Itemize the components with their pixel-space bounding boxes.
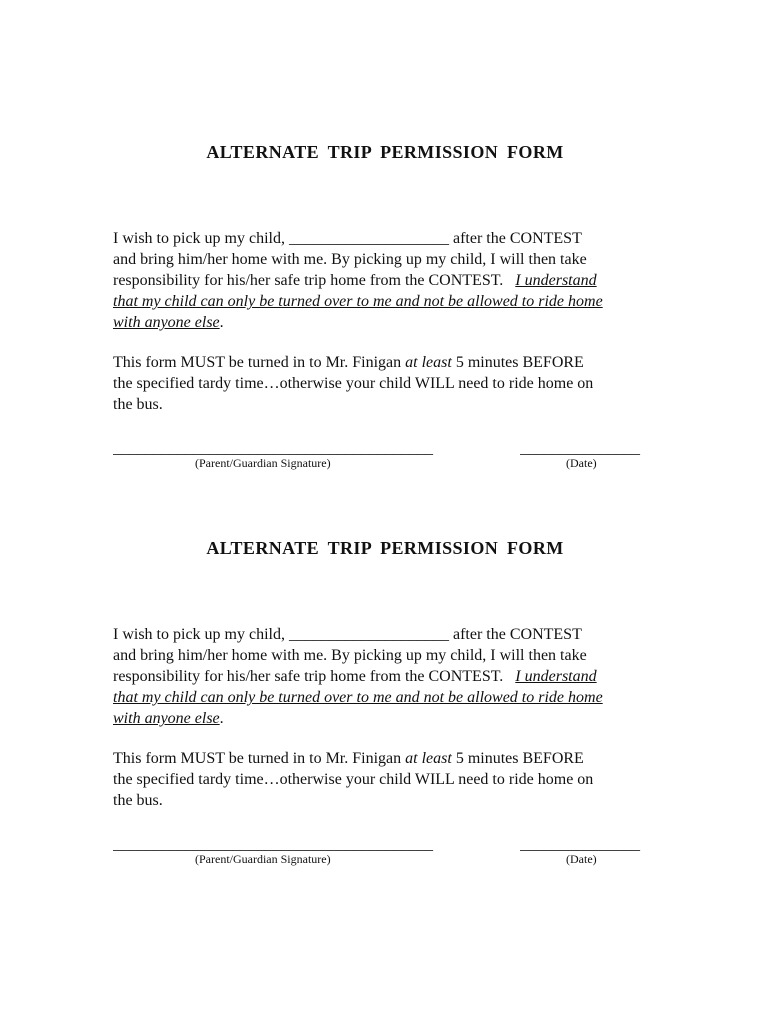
permission-paragraph <box>113 228 673 333</box>
at-least-emphasis: at least <box>405 354 452 371</box>
paragraph-text: . <box>219 314 224 331</box>
paragraph-line: I wish to pick up my child, ____________________ after the CONTEST <box>113 230 582 247</box>
paragraph-line <box>113 748 673 769</box>
paragraph-line <box>113 352 673 373</box>
date-label: (Date) <box>566 852 597 866</box>
paragraph-line <box>113 270 673 291</box>
permission-paragraph <box>113 624 673 729</box>
deadline-paragraph <box>113 748 673 811</box>
understand-emphasis: I understand <box>515 272 597 289</box>
understand-emphasis: I understand <box>515 668 597 685</box>
paragraph-text: 5 minutes BEFORE <box>451 354 584 371</box>
signature-line[interactable]: ________________________________________ <box>113 836 433 853</box>
paragraph-line: and bring him/her home with me. By picking up my child, I will then take <box>113 647 587 664</box>
paragraph-line <box>113 708 673 729</box>
paragraph-line: the bus. <box>113 792 163 809</box>
understand-emphasis: with anyone else <box>113 314 220 331</box>
paragraph-line: the bus. <box>113 396 163 413</box>
signature-label: (Parent/Guardian Signature) <box>195 852 331 866</box>
understand-emphasis: that my child can only be turned over to me and not be allowed to ride home <box>113 689 603 706</box>
understand-emphasis: with anyone else <box>113 710 220 727</box>
paragraph-line <box>113 312 673 333</box>
paragraph-text: 5 minutes BEFORE <box>451 750 584 767</box>
signature-line[interactable]: ________________________________________ <box>113 440 433 457</box>
signature-label: (Parent/Guardian Signature) <box>195 456 331 470</box>
paragraph-line: the specified tardy time…otherwise your child WILL need to ride home on <box>113 771 594 788</box>
date-label: (Date) <box>566 456 597 470</box>
form-title: ALTERNATE TRIP PERMISSION FORM <box>206 142 564 162</box>
understand-emphasis: that my child can only be turned over to me and not be allowed to ride home <box>113 293 603 310</box>
paragraph-text: This form MUST be turned in to Mr. Finigan <box>113 750 406 767</box>
deadline-paragraph <box>113 352 673 415</box>
paragraph-text: responsibility for his/her safe trip home from the CONTEST. <box>113 668 516 685</box>
date-line[interactable]: _______________ <box>520 836 640 853</box>
at-least-emphasis: at least <box>405 750 452 767</box>
paragraph-line: I wish to pick up my child, ____________________ after the CONTEST <box>113 626 582 643</box>
paragraph-text: . <box>219 710 224 727</box>
date-line[interactable]: _______________ <box>520 440 640 457</box>
paragraph-line: and bring him/her home with me. By picking up my child, I will then take <box>113 251 587 268</box>
paragraph-text: This form MUST be turned in to Mr. Finigan <box>113 354 406 371</box>
paragraph-line <box>113 666 673 687</box>
paragraph-text: responsibility for his/her safe trip home from the CONTEST. <box>113 272 516 289</box>
form-title: ALTERNATE TRIP PERMISSION FORM <box>206 538 564 558</box>
paragraph-line: the specified tardy time…otherwise your child WILL need to ride home on <box>113 375 594 392</box>
